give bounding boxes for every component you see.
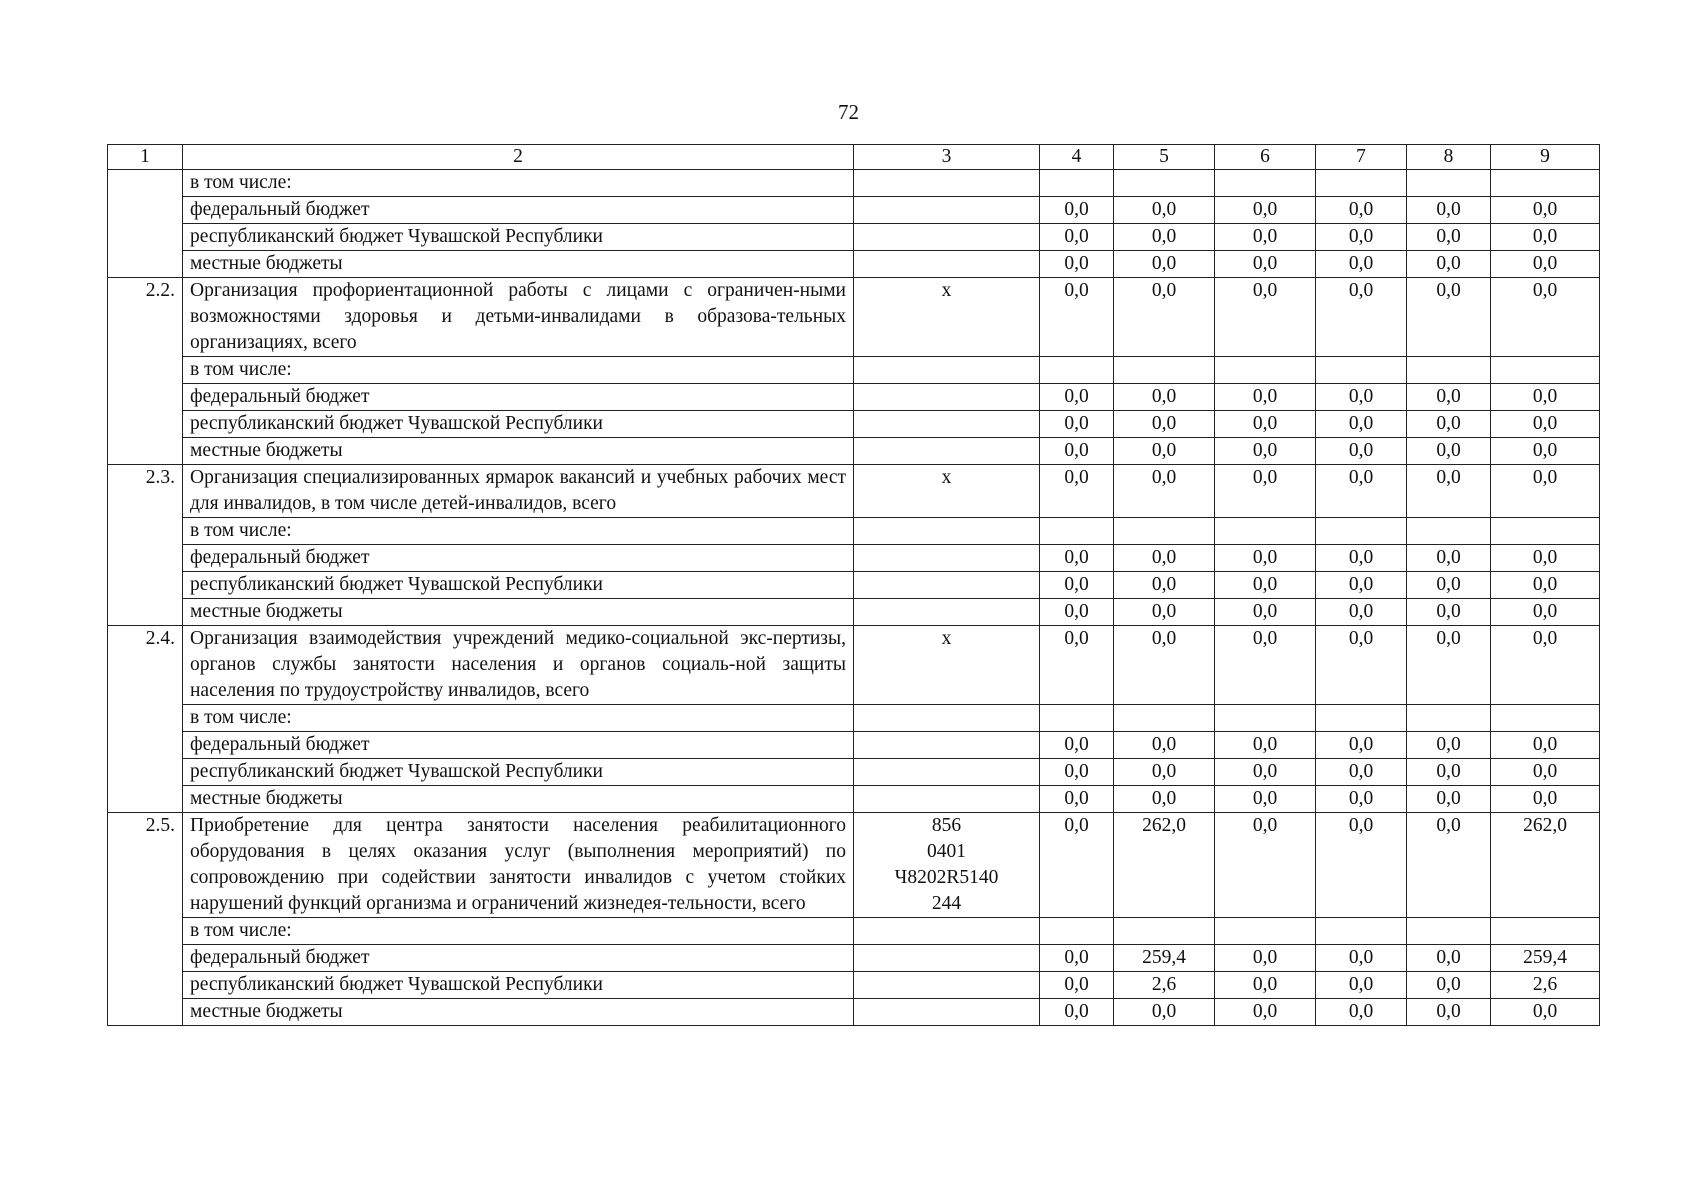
value-cell: 0,0	[1491, 545, 1600, 572]
row-number-cell	[108, 357, 183, 384]
item-row	[108, 813, 1600, 918]
value-cell: 0,0	[1040, 251, 1114, 278]
item-value: 0,0	[1215, 813, 1316, 918]
item-value: 0,0	[1040, 813, 1114, 918]
row-number-cell	[108, 545, 183, 572]
value-cell: 0,0	[1407, 572, 1491, 599]
row-number-cell	[108, 438, 183, 465]
value-cell	[1040, 357, 1114, 384]
code-cell	[854, 599, 1040, 626]
item-number: 2.3.	[108, 465, 183, 518]
value-cell: 0,0	[1040, 545, 1114, 572]
row-number-cell	[108, 759, 183, 786]
value-cell: 0,0	[1114, 384, 1215, 411]
code-cell	[854, 357, 1040, 384]
header-cell: 7	[1316, 145, 1407, 170]
item-value: 262,0	[1114, 813, 1215, 918]
item-value: 0,0	[1215, 278, 1316, 357]
table-body	[108, 145, 1600, 1026]
code-cell	[854, 999, 1040, 1026]
value-cell	[1491, 705, 1600, 732]
item-value: 0,0	[1040, 465, 1114, 518]
item-value: 0,0	[1215, 626, 1316, 705]
value-cell: 0,0	[1407, 224, 1491, 251]
item-row	[108, 278, 1600, 357]
value-cell	[1040, 918, 1114, 945]
value-cell: 0,0	[1215, 759, 1316, 786]
value-cell	[1491, 518, 1600, 545]
value-cell: 0,0	[1491, 786, 1600, 813]
breakdown-label: местные бюджеты	[183, 786, 854, 813]
breakdown-row	[108, 438, 1600, 465]
breakdown-label: республиканский бюджет Чувашской Республики	[183, 572, 854, 599]
item-number: 2.4.	[108, 626, 183, 705]
breakdown-label: федеральный бюджет	[183, 732, 854, 759]
item-title: Приобретение для центра занятости населения реабилитационного оборудования в целях оказания услуг (выполнения мероприятий) по сопровождению при содействии занятости инвалидов с учетом стойких нарушений функций организма и ограничений жизнедея-тельности, всего	[183, 813, 854, 918]
item-title: Организация специализированных ярмарок вакансий и учебных рабочих мест для инвалидов, в том числе детей-инвалидов, всего	[183, 465, 854, 518]
value-cell: 0,0	[1215, 732, 1316, 759]
code-cell	[854, 411, 1040, 438]
value-cell	[1114, 170, 1215, 197]
row-number-cell	[108, 197, 183, 224]
value-cell: 0,0	[1316, 572, 1407, 599]
value-cell: 2,6	[1114, 972, 1215, 999]
value-cell: 0,0	[1114, 545, 1215, 572]
value-cell: 0,0	[1215, 438, 1316, 465]
code-line: Ч8202R5140	[894, 867, 999, 888]
item-value: 0,0	[1316, 278, 1407, 357]
value-cell: 0,0	[1040, 786, 1114, 813]
value-cell	[1407, 357, 1491, 384]
value-cell: 0,0	[1040, 224, 1114, 251]
value-cell: 0,0	[1316, 759, 1407, 786]
breakdown-label: в том числе:	[183, 918, 854, 945]
header-cell: 8	[1407, 145, 1491, 170]
value-cell: 0,0	[1407, 411, 1491, 438]
breakdown-label: местные бюджеты	[183, 999, 854, 1026]
value-cell: 0,0	[1215, 411, 1316, 438]
value-cell: 0,0	[1491, 999, 1600, 1026]
value-cell: 0,0	[1215, 384, 1316, 411]
item-number: 2.5.	[108, 813, 183, 918]
value-cell: 259,4	[1114, 945, 1215, 972]
value-cell: 0,0	[1040, 411, 1114, 438]
header-cell: 1	[108, 145, 183, 170]
breakdown-row	[108, 972, 1600, 999]
value-cell: 0,0	[1215, 224, 1316, 251]
code-line: x	[941, 467, 952, 488]
item-value: 0,0	[1407, 465, 1491, 518]
value-cell	[1114, 705, 1215, 732]
breakdown-label: федеральный бюджет	[183, 945, 854, 972]
row-number-cell	[108, 384, 183, 411]
value-cell: 0,0	[1491, 438, 1600, 465]
header-cell: 3	[854, 145, 1040, 170]
value-cell	[1215, 170, 1316, 197]
value-cell: 0,0	[1114, 438, 1215, 465]
code-cell	[854, 251, 1040, 278]
value-cell: 0,0	[1114, 251, 1215, 278]
value-cell: 0,0	[1040, 599, 1114, 626]
value-cell	[1114, 918, 1215, 945]
value-cell: 0,0	[1316, 599, 1407, 626]
item-value: 0,0	[1407, 813, 1491, 918]
value-cell: 0,0	[1215, 545, 1316, 572]
value-cell	[1407, 918, 1491, 945]
item-value: 0,0	[1040, 626, 1114, 705]
code-cell	[854, 918, 1040, 945]
value-cell: 0,0	[1407, 999, 1491, 1026]
value-cell: 0,0	[1316, 438, 1407, 465]
value-cell: 259,4	[1491, 945, 1600, 972]
item-value: 0,0	[1040, 278, 1114, 357]
row-number-cell	[108, 732, 183, 759]
value-cell: 0,0	[1491, 599, 1600, 626]
breakdown-label: республиканский бюджет Чувашской Республики	[183, 759, 854, 786]
code-line: x	[941, 628, 952, 649]
code-line: 856	[931, 815, 962, 836]
code-cell	[854, 518, 1040, 545]
header-cell: 5	[1114, 145, 1215, 170]
breakdown-row	[108, 786, 1600, 813]
value-cell: 0,0	[1114, 732, 1215, 759]
item-row	[108, 626, 1600, 705]
value-cell: 0,0	[1491, 224, 1600, 251]
code-line: x	[941, 280, 952, 301]
value-cell: 0,0	[1407, 732, 1491, 759]
budget-table	[107, 144, 1600, 1026]
breakdown-row	[108, 197, 1600, 224]
item-value: 0,0	[1491, 278, 1600, 357]
value-cell: 0,0	[1407, 251, 1491, 278]
row-number-cell	[108, 251, 183, 278]
breakdown-label: республиканский бюджет Чувашской Республики	[183, 972, 854, 999]
breakdown-row	[108, 732, 1600, 759]
value-cell: 0,0	[1215, 251, 1316, 278]
breakdown-label: федеральный бюджет	[183, 197, 854, 224]
value-cell: 0,0	[1114, 786, 1215, 813]
value-cell: 0,0	[1215, 945, 1316, 972]
value-cell: 0,0	[1040, 438, 1114, 465]
value-cell: 0,0	[1040, 759, 1114, 786]
row-number-cell	[108, 972, 183, 999]
breakdown-row	[108, 170, 1600, 197]
code-line: 0401	[927, 841, 966, 862]
breakdown-label: местные бюджеты	[183, 438, 854, 465]
value-cell: 0,0	[1040, 572, 1114, 599]
breakdown-label: в том числе:	[183, 357, 854, 384]
code-cell	[854, 197, 1040, 224]
breakdown-row	[108, 357, 1600, 384]
row-number-cell	[108, 170, 183, 197]
breakdown-row	[108, 705, 1600, 732]
item-value: 0,0	[1114, 626, 1215, 705]
item-title: Организация взаимодействия учреждений медико-социальной экс-пертизы, органов службы занятости населения и органов социаль-ной защиты населения по трудоустройству инвалидов, всего	[183, 626, 854, 705]
breakdown-row	[108, 918, 1600, 945]
value-cell: 0,0	[1040, 732, 1114, 759]
header-cell: 6	[1215, 145, 1316, 170]
code-cell	[854, 224, 1040, 251]
breakdown-label: республиканский бюджет Чувашской Республики	[183, 411, 854, 438]
value-cell: 0,0	[1316, 786, 1407, 813]
value-cell: 0,0	[1316, 251, 1407, 278]
breakdown-label: местные бюджеты	[183, 251, 854, 278]
value-cell	[1407, 705, 1491, 732]
row-number-cell	[108, 999, 183, 1026]
code-line: 244	[931, 893, 962, 914]
value-cell: 0,0	[1316, 411, 1407, 438]
value-cell: 0,0	[1316, 384, 1407, 411]
item-value: 262,0	[1491, 813, 1600, 918]
page-number: 72	[838, 100, 859, 124]
value-cell: 0,0	[1407, 438, 1491, 465]
row-number-cell	[108, 411, 183, 438]
value-cell	[1316, 170, 1407, 197]
row-number-cell	[108, 786, 183, 813]
value-cell	[1040, 170, 1114, 197]
breakdown-label: федеральный бюджет	[183, 384, 854, 411]
code-cell	[854, 759, 1040, 786]
value-cell: 0,0	[1114, 759, 1215, 786]
value-cell: 0,0	[1407, 786, 1491, 813]
value-cell: 0,0	[1407, 945, 1491, 972]
item-code	[854, 465, 1040, 518]
code-cell	[854, 786, 1040, 813]
code-cell	[854, 572, 1040, 599]
value-cell	[1040, 518, 1114, 545]
value-cell	[1215, 518, 1316, 545]
value-cell: 0,0	[1491, 384, 1600, 411]
code-cell	[854, 732, 1040, 759]
row-number-cell	[108, 599, 183, 626]
breakdown-row	[108, 599, 1600, 626]
item-number: 2.2.	[108, 278, 183, 357]
value-cell: 0,0	[1114, 572, 1215, 599]
value-cell: 0,0	[1316, 945, 1407, 972]
item-title: Организация профориентационной работы с лицами с ограничен-ными возможностями здоровья и детьми-инвалидами в образова-тельных организациях, всего	[183, 278, 854, 357]
breakdown-row	[108, 759, 1600, 786]
value-cell: 0,0	[1215, 197, 1316, 224]
header-row	[108, 145, 1600, 170]
header-cell: 4	[1040, 145, 1114, 170]
row-number-cell	[108, 518, 183, 545]
item-value: 0,0	[1491, 626, 1600, 705]
breakdown-row	[108, 572, 1600, 599]
value-cell	[1040, 705, 1114, 732]
item-code	[854, 813, 1040, 918]
value-cell: 0,0	[1316, 197, 1407, 224]
item-value: 0,0	[1316, 813, 1407, 918]
value-cell: 0,0	[1491, 732, 1600, 759]
value-cell: 0,0	[1040, 999, 1114, 1026]
breakdown-row	[108, 545, 1600, 572]
value-cell: 0,0	[1114, 999, 1215, 1026]
value-cell	[1316, 357, 1407, 384]
value-cell: 0,0	[1407, 759, 1491, 786]
value-cell: 0,0	[1316, 545, 1407, 572]
code-cell	[854, 972, 1040, 999]
value-cell	[1316, 705, 1407, 732]
value-cell: 0,0	[1316, 999, 1407, 1026]
row-number-cell	[108, 572, 183, 599]
item-value: 0,0	[1114, 278, 1215, 357]
breakdown-row	[108, 384, 1600, 411]
value-cell: 0,0	[1215, 786, 1316, 813]
item-value: 0,0	[1316, 465, 1407, 518]
value-cell: 0,0	[1040, 384, 1114, 411]
value-cell: 0,0	[1316, 732, 1407, 759]
row-number-cell	[108, 224, 183, 251]
value-cell: 0,0	[1114, 599, 1215, 626]
value-cell	[1407, 518, 1491, 545]
breakdown-label: в том числе:	[183, 170, 854, 197]
code-cell	[854, 945, 1040, 972]
value-cell: 0,0	[1114, 197, 1215, 224]
value-cell: 0,0	[1491, 197, 1600, 224]
row-number-cell	[108, 945, 183, 972]
item-value: 0,0	[1491, 465, 1600, 518]
breakdown-row	[108, 224, 1600, 251]
value-cell: 0,0	[1407, 599, 1491, 626]
breakdown-label: в том числе:	[183, 518, 854, 545]
value-cell: 0,0	[1114, 411, 1215, 438]
item-value: 0,0	[1407, 278, 1491, 357]
value-cell: 0,0	[1491, 251, 1600, 278]
breakdown-row	[108, 518, 1600, 545]
item-code	[854, 278, 1040, 357]
value-cell: 0,0	[1407, 972, 1491, 999]
value-cell: 0,0	[1491, 572, 1600, 599]
value-cell: 0,0	[1215, 599, 1316, 626]
value-cell: 0,0	[1114, 224, 1215, 251]
value-cell	[1114, 518, 1215, 545]
value-cell: 0,0	[1215, 999, 1316, 1026]
row-number-cell	[108, 705, 183, 732]
item-code	[854, 626, 1040, 705]
value-cell: 0,0	[1316, 972, 1407, 999]
code-cell	[854, 705, 1040, 732]
value-cell: 0,0	[1040, 197, 1114, 224]
value-cell: 0,0	[1491, 411, 1600, 438]
value-cell: 0,0	[1040, 945, 1114, 972]
item-value: 0,0	[1316, 626, 1407, 705]
breakdown-row	[108, 411, 1600, 438]
value-cell	[1215, 918, 1316, 945]
value-cell: 0,0	[1407, 384, 1491, 411]
header-cell: 9	[1491, 145, 1600, 170]
row-number-cell	[108, 918, 183, 945]
header-cell: 2	[183, 145, 854, 170]
value-cell	[1114, 357, 1215, 384]
breakdown-label: федеральный бюджет	[183, 545, 854, 572]
breakdown-row	[108, 999, 1600, 1026]
value-cell: 0,0	[1491, 759, 1600, 786]
value-cell	[1407, 170, 1491, 197]
value-cell: 0,0	[1407, 197, 1491, 224]
item-value: 0,0	[1407, 626, 1491, 705]
value-cell: 2,6	[1491, 972, 1600, 999]
code-cell	[854, 545, 1040, 572]
breakdown-label: местные бюджеты	[183, 599, 854, 626]
item-row	[108, 465, 1600, 518]
value-cell: 0,0	[1407, 545, 1491, 572]
value-cell	[1491, 918, 1600, 945]
value-cell	[1491, 357, 1600, 384]
value-cell	[1316, 518, 1407, 545]
value-cell: 0,0	[1215, 572, 1316, 599]
value-cell: 0,0	[1215, 972, 1316, 999]
item-value: 0,0	[1114, 465, 1215, 518]
value-cell: 0,0	[1316, 224, 1407, 251]
value-cell	[1316, 918, 1407, 945]
breakdown-row	[108, 945, 1600, 972]
code-cell	[854, 438, 1040, 465]
code-cell	[854, 170, 1040, 197]
value-cell	[1491, 170, 1600, 197]
item-value: 0,0	[1215, 465, 1316, 518]
breakdown-row	[108, 251, 1600, 278]
value-cell	[1215, 705, 1316, 732]
value-cell: 0,0	[1040, 972, 1114, 999]
value-cell	[1215, 357, 1316, 384]
breakdown-label: в том числе:	[183, 705, 854, 732]
breakdown-label: республиканский бюджет Чувашской Республики	[183, 224, 854, 251]
code-cell	[854, 384, 1040, 411]
